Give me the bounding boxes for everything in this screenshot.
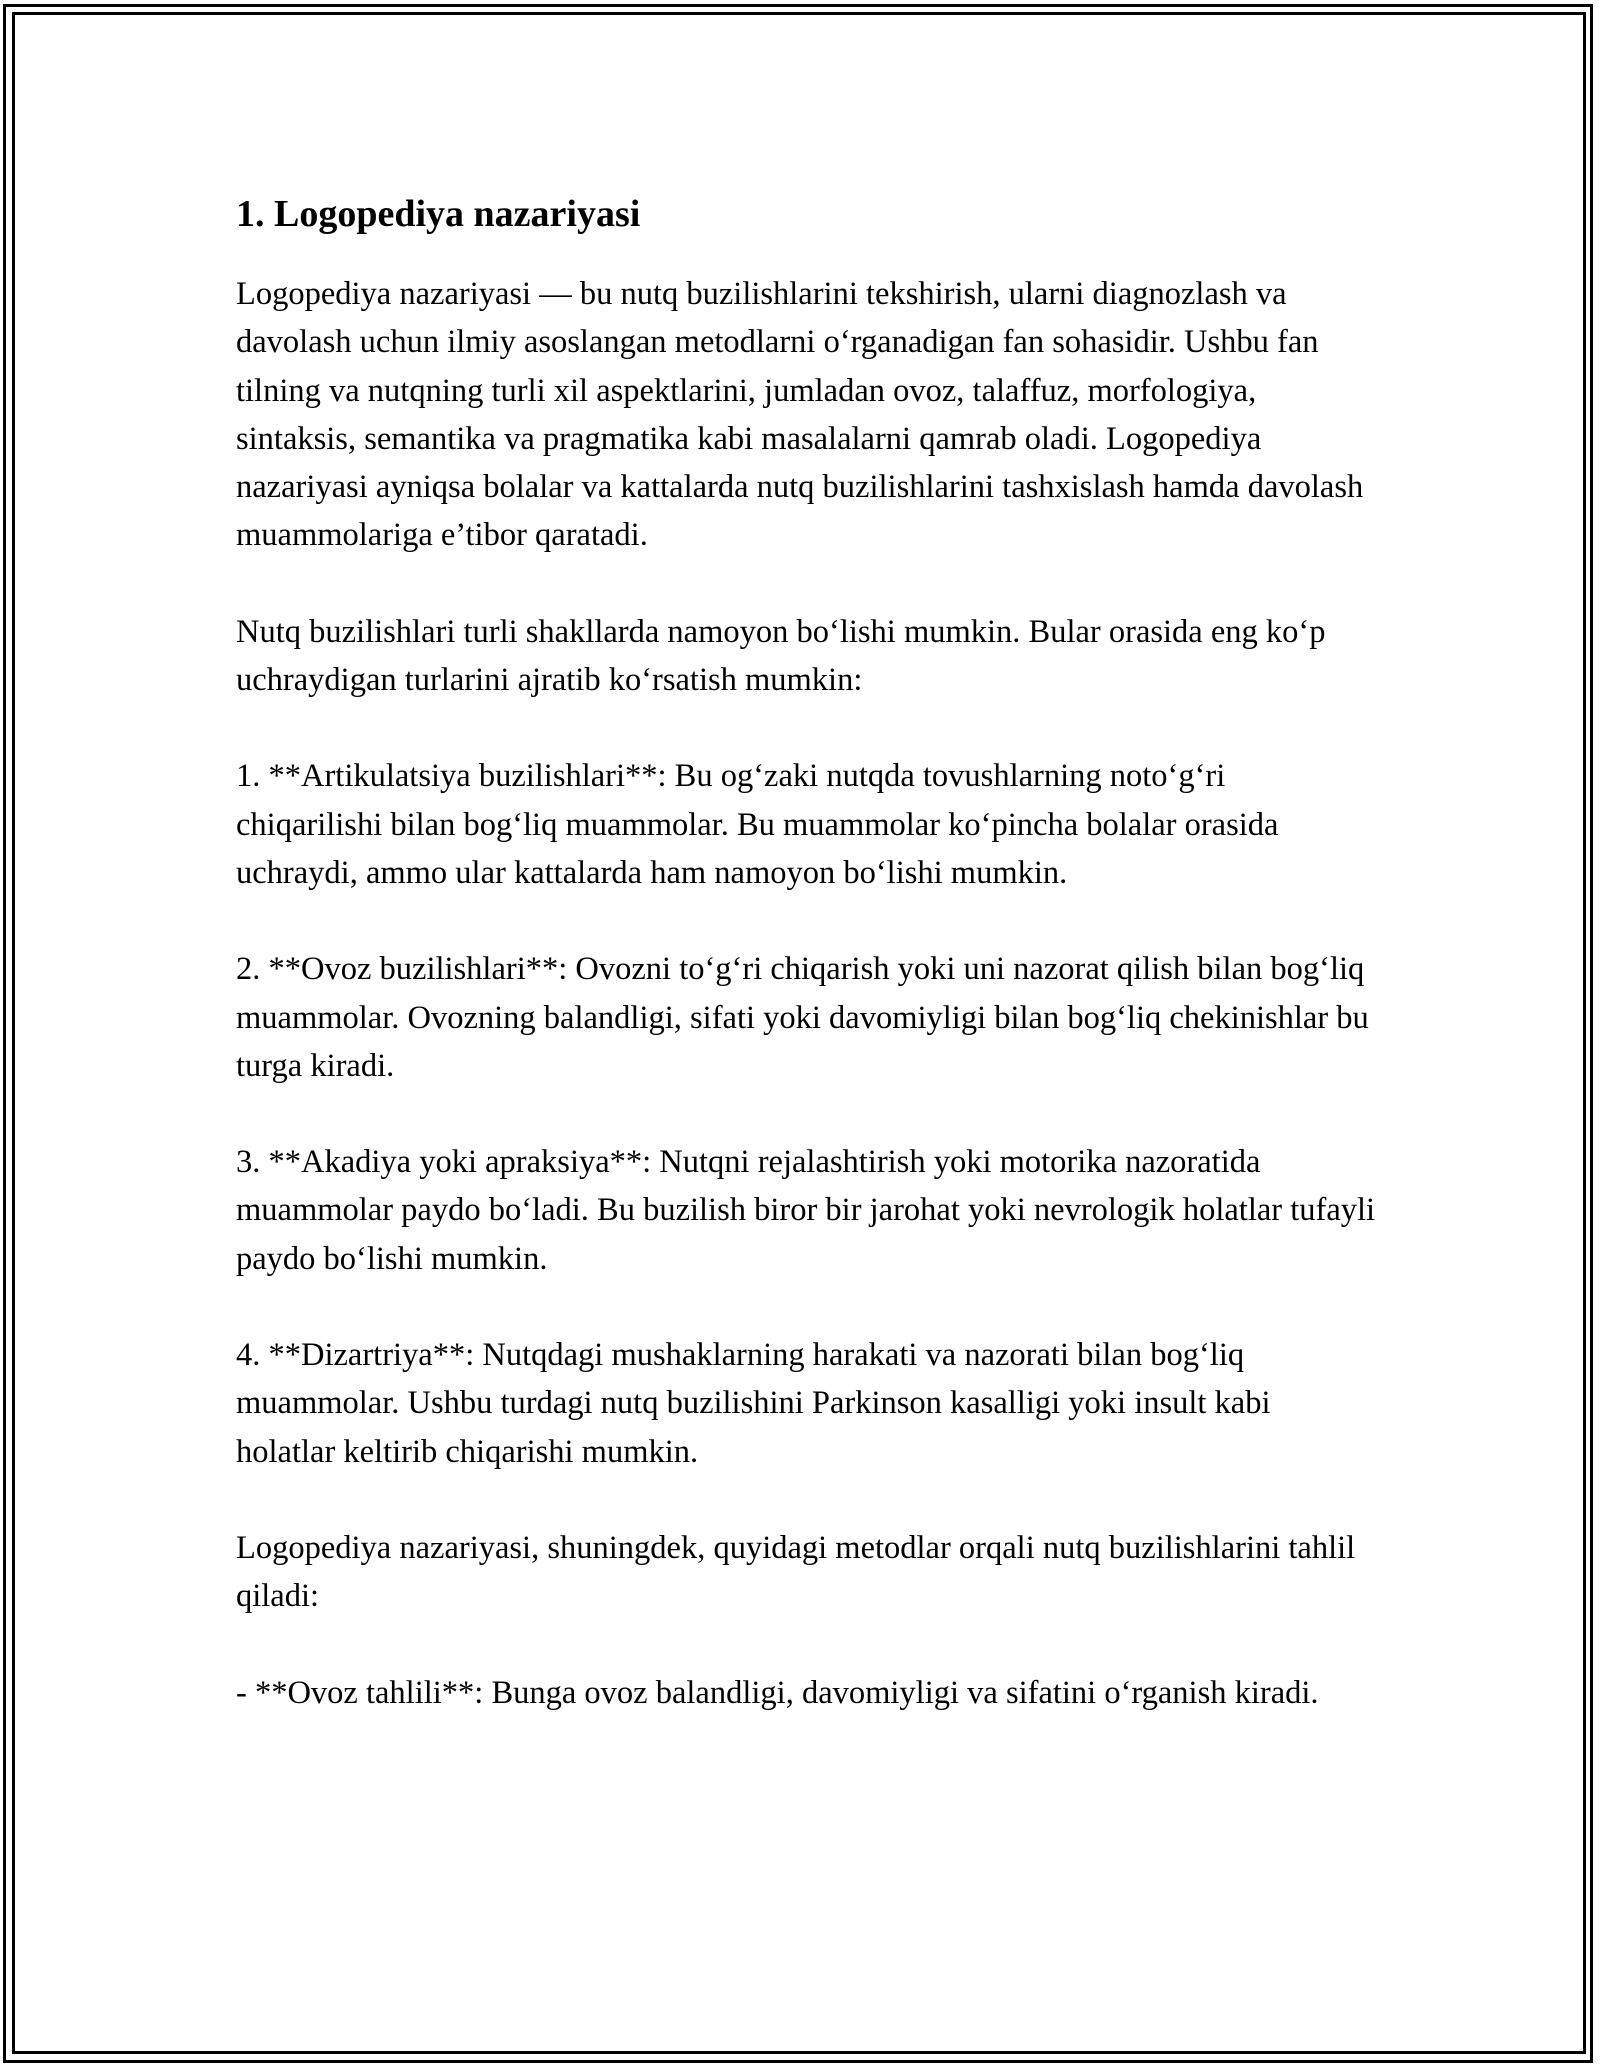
list-item-voice-analysis: - **Ovoz tahlili**: Bunga ovoz balandligi, davomiyligi va sifatini o‘rganish kiradi. (236, 1674, 1319, 1711)
list-item-apraxia: 3. **Akadiya yoki apraksiya**: Nutqni rejalashtirish yoki motorika nazoratida muammolar paydo bo‘ladi. Bu buzilish biror bir jarohat yoki nevrologik holatlar tufayli paydo bo‘lishi mumkin. (236, 1144, 1376, 1277)
paragraph-intro: Logopediya nazariyasi — bu nutq buzilishlarini tekshirish, ularni diagnozlash va davolash uchun ilmiy asoslangan metodlarni o‘rganadigan fan sohasidir. Ushbu fan tilning va nutqning turli xil aspektlarini, jumladan ovoz, talaffuz, morfologiya, sintaksis, semantika va pragmatika kabi masalalarni qamrab oladi. Logopediya nazariyasi ayniqsa bolalar va kattalarda nutq buzilishlarini tashxislash hamda davolash muammolariga e’tibor qaratadi. (236, 276, 1364, 554)
paragraph-types-intro: Nutq buzilishlari turli shakllarda namoyon bo‘lishi mumkin. Bular orasida eng ko‘p uchraydigan turlarini ajratib ko‘rsatish mumkin: (236, 613, 1326, 699)
list-item-dysarthria: 4. **Dizartriya**: Nutqdagi mushaklarning harakati va nazorati bilan bog‘liq muammolar. Ushbu turdagi nutq buzilishini Parkinson kasalligi yoki insult kabi holatlar keltirib chiqarishi mumkin. (236, 1337, 1271, 1470)
list-item-voice: 2. **Ovoz buzilishlari**: Ovozni to‘g‘ri chiqarish yoki uni nazorat qilish bilan bog‘liq muammolar. Ovozning balandligi, sifati yoki davomiyligi bilan bog‘liq chekinishlar bu turga kiradi. (236, 951, 1369, 1084)
section-heading: 1. Logopediya nazariyasi (236, 193, 641, 235)
list-item-articulation: 1. **Artikulatsiya buzilishlari**: Bu og‘zaki nutqda tovushlarning noto‘g‘ri chiqarilishi bilan bog‘liq muammolar. Bu muammolar ko‘pincha bolalar orasida uchraydi, ammo ular kattalarda ham namoyon bo‘lishi mumkin. (236, 758, 1279, 891)
document-body (236, 188, 1376, 1765)
paragraph-methods-intro: Logopediya nazariyasi, shuningdek, quyidagi metodlar orqali nutq buzilishlarini tahlil qiladi: (236, 1529, 1356, 1615)
